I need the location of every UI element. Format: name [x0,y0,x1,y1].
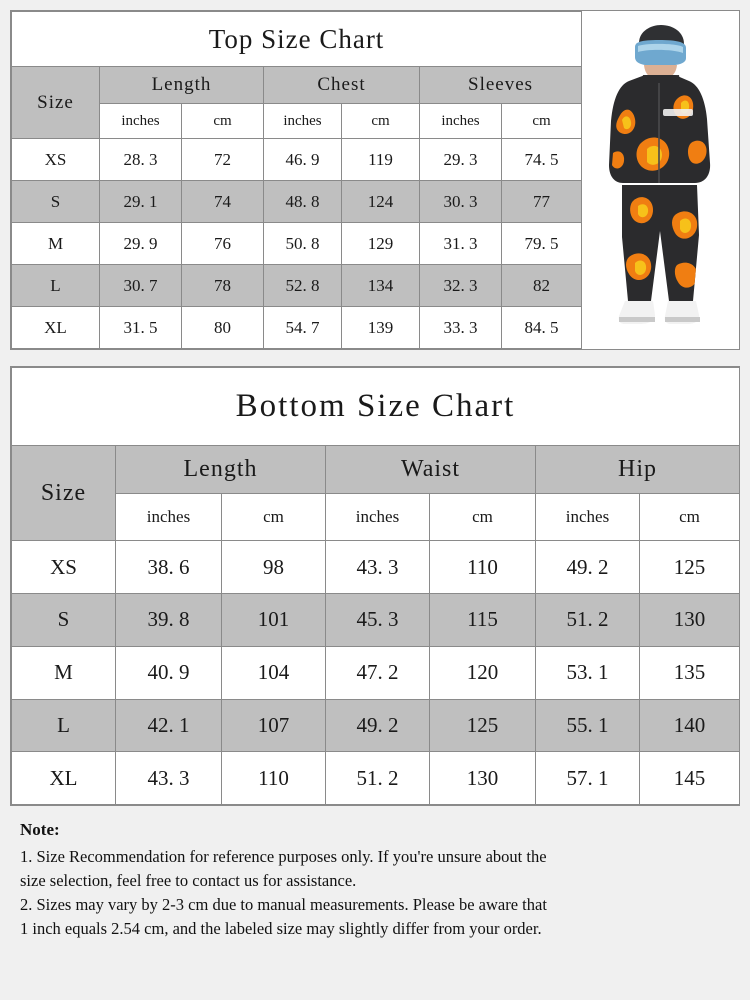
table-row [12,181,582,223]
top-cell: 54. 7 [264,307,342,349]
model-illustration [589,25,731,343]
bottom-unit-header: cm [222,493,326,541]
top-row-size: XS [12,139,100,181]
top-cell: 50. 8 [264,223,342,265]
table-row [12,307,582,349]
bottom-unit-header: cm [640,493,740,541]
note-line: 2. Sizes may vary by 2-3 cm due to manual measurements. Please be aware that [20,895,547,914]
table-row [12,646,740,699]
top-cell: 84. 5 [502,307,582,349]
table-row [12,594,740,647]
top-row-size: M [12,223,100,265]
top-cell: 29. 3 [420,139,502,181]
top-cell: 72 [182,139,264,181]
model-photo [589,25,731,343]
top-cell: 46. 9 [264,139,342,181]
bottom-cell: 125 [640,541,740,594]
top-cell: 82 [502,265,582,307]
bottom-unit-header: inches [326,493,430,541]
bottom-row-size: XL [12,752,116,805]
bottom-cell: 110 [430,541,536,594]
top-cell: 32. 3 [420,265,502,307]
top-row-size: S [12,181,100,223]
top-row-size: XL [12,307,100,349]
bottom-cell: 107 [222,699,326,752]
bottom-cell: 130 [430,752,536,805]
bottom-size-header: Size [12,446,116,541]
top-group-header-sleeves: Sleeves [420,67,582,104]
top-unit-header: inches [420,104,502,139]
bottom-cell: 47. 2 [326,646,430,699]
note-line: 1 inch equals 2.54 cm, and the labeled size may slightly differ from your order. [20,919,542,938]
bottom-cell: 140 [640,699,740,752]
bottom-cell: 101 [222,594,326,647]
bottom-cell: 53. 1 [536,646,640,699]
top-group-header-chest: Chest [264,67,420,104]
bottom-cell: 43. 3 [116,752,222,805]
bottom-cell: 104 [222,646,326,699]
top-cell: 77 [502,181,582,223]
top-cell: 29. 1 [100,181,182,223]
bottom-cell: 135 [640,646,740,699]
top-unit-header: cm [342,104,420,139]
bottom-cell: 125 [430,699,536,752]
top-cell: 31. 3 [420,223,502,265]
top-cell: 48. 8 [264,181,342,223]
top-size-header: Size [12,67,100,139]
bottom-cell: 55. 1 [536,699,640,752]
top-cell: 29. 9 [100,223,182,265]
note-line: 1. Size Recommendation for reference purposes only. If you're unsure about the [20,847,547,866]
bottom-cell: 120 [430,646,536,699]
top-row-size: L [12,265,100,307]
top-cell: 52. 8 [264,265,342,307]
top-cell: 30. 7 [100,265,182,307]
bottom-cell: 145 [640,752,740,805]
table-row [12,139,582,181]
bottom-size-chart-table [11,367,740,805]
bottom-cell: 39. 8 [116,594,222,647]
top-cell: 33. 3 [420,307,502,349]
top-cell: 31. 5 [100,307,182,349]
bottom-group-header-length: Length [116,446,326,494]
bottom-row-size: L [12,699,116,752]
bottom-chart-title: Bottom Size Chart [12,368,740,446]
top-cell: 78 [182,265,264,307]
bottom-row-size: XS [12,541,116,594]
bottom-size-chart-card [10,366,740,806]
top-cell: 139 [342,307,420,349]
bottom-cell: 45. 3 [326,594,430,647]
top-chart-title: Top Size Chart [12,12,582,67]
bottom-cell: 43. 3 [326,541,430,594]
top-cell: 30. 3 [420,181,502,223]
top-cell: 74. 5 [502,139,582,181]
top-unit-header: cm [182,104,264,139]
top-group-header-length: Length [100,67,264,104]
top-cell: 129 [342,223,420,265]
top-cell: 134 [342,265,420,307]
top-cell: 79. 5 [502,223,582,265]
top-unit-header: inches [264,104,342,139]
top-cell: 80 [182,307,264,349]
table-row [12,752,740,805]
bottom-row-size: S [12,594,116,647]
table-row [12,265,582,307]
bottom-cell: 42. 1 [116,699,222,752]
bottom-cell: 130 [640,594,740,647]
table-row [12,699,740,752]
note-line: size selection, feel free to contact us for assistance. [20,871,357,890]
top-unit-header: inches [100,104,182,139]
top-size-chart-table [11,11,582,349]
bottom-cell: 38. 6 [116,541,222,594]
bottom-cell: 110 [222,752,326,805]
top-size-chart-card [10,10,740,350]
bottom-cell: 98 [222,541,326,594]
bottom-group-header-hip: Hip [536,446,740,494]
bottom-row-size: M [12,646,116,699]
top-cell: 76 [182,223,264,265]
note-title: Note: [20,820,60,839]
top-cell: 124 [342,181,420,223]
bottom-cell: 115 [430,594,536,647]
table-row [12,223,582,265]
top-cell: 28. 3 [100,139,182,181]
bottom-cell: 49. 2 [536,541,640,594]
table-row [12,541,740,594]
bottom-cell: 57. 1 [536,752,640,805]
top-cell: 74 [182,181,264,223]
bottom-unit-header: inches [116,493,222,541]
bottom-group-header-waist: Waist [326,446,536,494]
bottom-unit-header: cm [430,493,536,541]
top-unit-header: cm [502,104,582,139]
top-cell: 119 [342,139,420,181]
note-section [10,820,740,941]
bottom-cell: 51. 2 [326,752,430,805]
bottom-cell: 49. 2 [326,699,430,752]
bottom-cell: 51. 2 [536,594,640,647]
bottom-unit-header: inches [536,493,640,541]
bottom-cell: 40. 9 [116,646,222,699]
